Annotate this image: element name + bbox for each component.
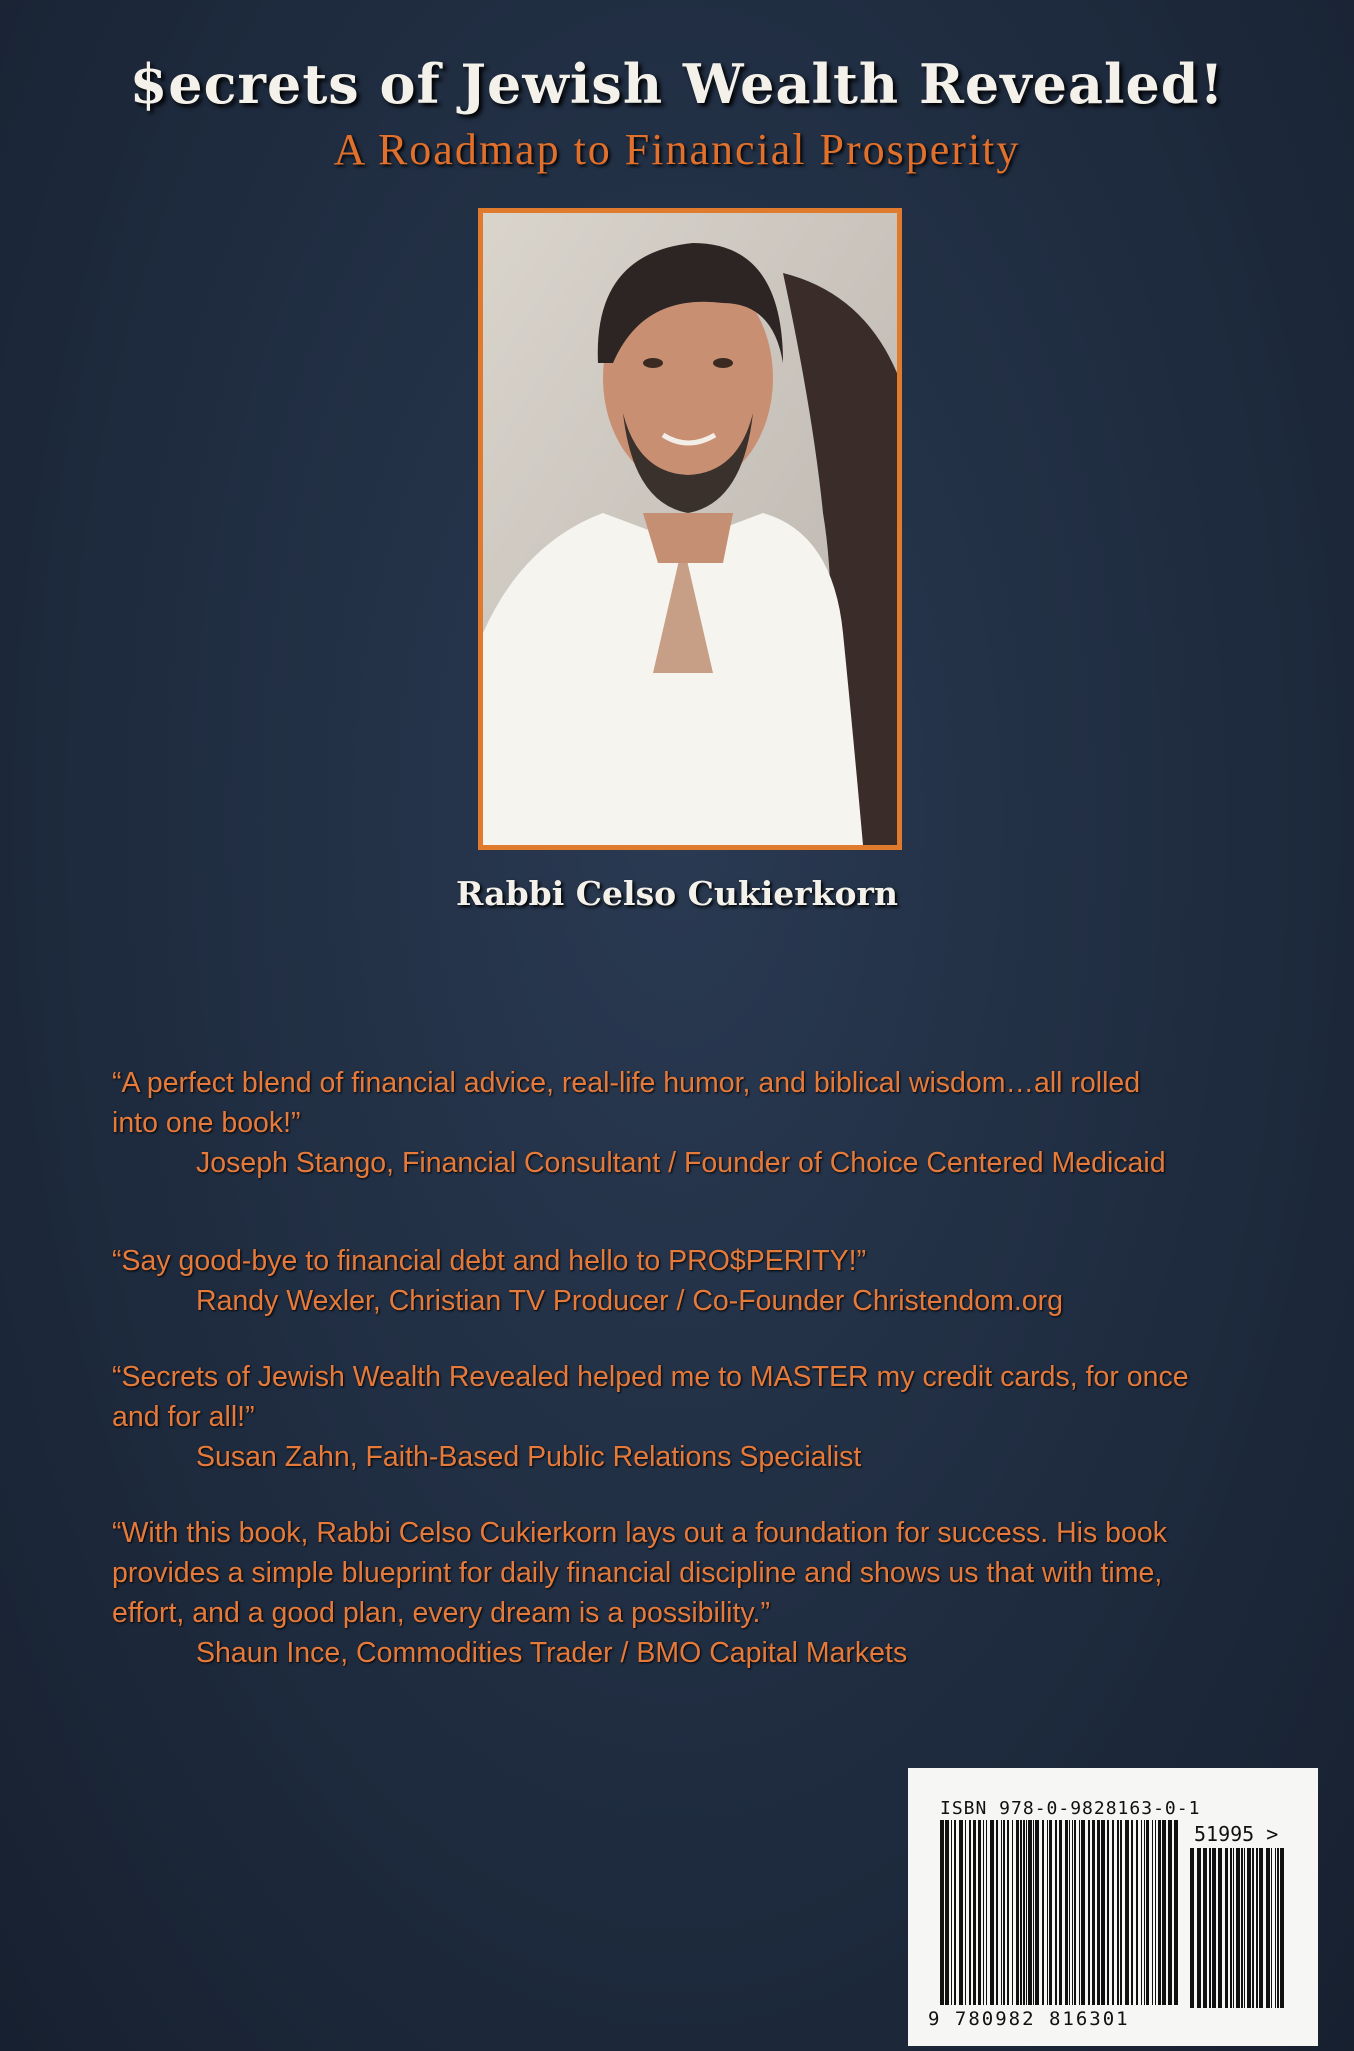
- barcode-bars: [940, 1820, 1180, 2005]
- ean-digits: 9 780982 816301: [928, 2008, 1130, 2030]
- quote-text: effort, and a good plan, every dream is a possibility.”: [112, 1597, 770, 1629]
- price-code: 51995 >: [1194, 1822, 1279, 1846]
- quote-text: and for all!”: [112, 1401, 255, 1433]
- isbn-number: ISBN 978-0-9828163-0-1: [940, 1798, 1201, 1819]
- quote-attribution: Shaun Ince, Commodities Trader / BMO Capital Markets: [196, 1637, 908, 1669]
- testimonial: [112, 1063, 1166, 1183]
- book-subtitle: A Roadmap to Financial Prosperity: [333, 125, 1021, 174]
- testimonial: [112, 1241, 1063, 1321]
- quote-text: into one book!”: [112, 1107, 301, 1139]
- quote-attribution: Randy Wexler, Christian TV Producer / Co-Founder Christendom.org: [196, 1285, 1063, 1317]
- price-barcode-bars: [1190, 1848, 1290, 2008]
- quote-attribution: Joseph Stango, Financial Consultant / Founder of Choice Centered Medicaid: [196, 1147, 1166, 1179]
- quote-text: “Say good-bye to financial debt and hello to PRO$PERITY!”: [112, 1245, 867, 1277]
- testimonial: [112, 1357, 1189, 1477]
- quote-attribution: Susan Zahn, Faith-Based Public Relations Specialist: [196, 1441, 862, 1473]
- quote-text: “With this book, Rabbi Celso Cukierkorn lays out a foundation for success. His book: [112, 1517, 1167, 1549]
- testimonial: [112, 1513, 1167, 1673]
- book-title: $ecrets of Jewish Wealth Revealed!: [129, 52, 1225, 116]
- author-photo: [478, 208, 902, 850]
- quote-text: “Secrets of Jewish Wealth Revealed helped me to MASTER my credit cards, for once: [112, 1361, 1189, 1393]
- author-name: Rabbi Celso Cukierkorn: [456, 874, 898, 913]
- author-portrait-image: [483, 213, 897, 845]
- quote-text: provides a simple blueprint for daily financial discipline and shows us that with time,: [112, 1557, 1163, 1589]
- isbn-barcode: [908, 1768, 1318, 2046]
- quote-text: “A perfect blend of financial advice, real-life humor, and biblical wisdom…all rolled: [112, 1067, 1141, 1099]
